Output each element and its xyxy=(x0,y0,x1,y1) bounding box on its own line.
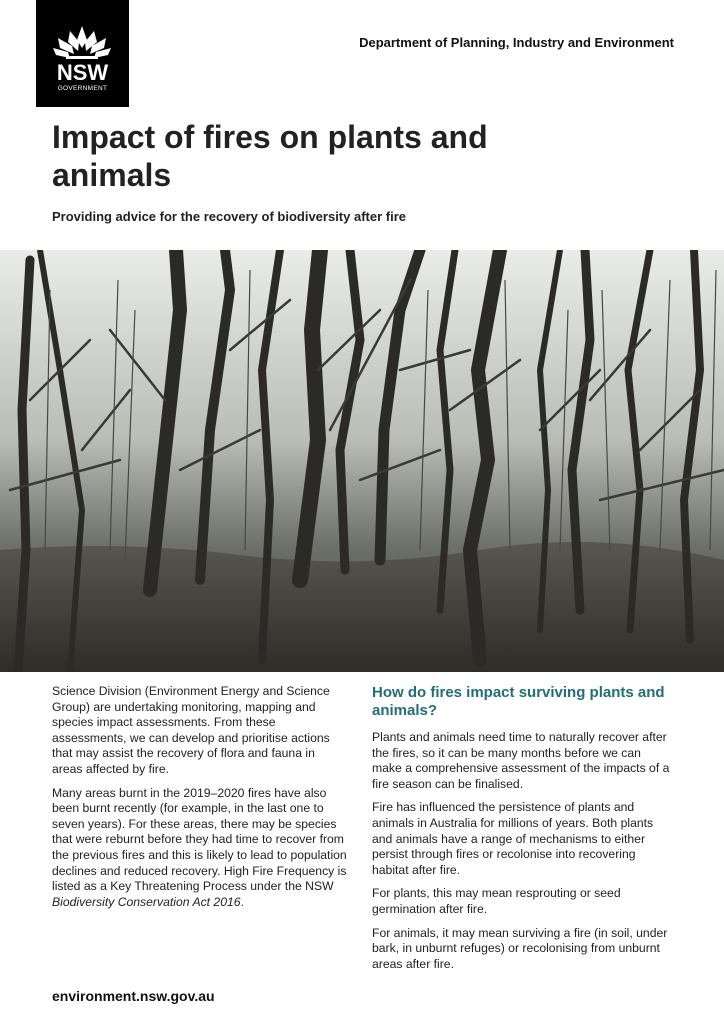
footer-website-link[interactable]: environment.nsw.gov.au xyxy=(52,988,215,1004)
right-column xyxy=(372,684,672,980)
logo-wordmark: NSW xyxy=(56,60,109,85)
recovery-time-paragraph: Plants and animals need time to naturally recover after the fires, so it can be many months before we can make a comprehensive assessment of the impacts of a fire season can be finalised. xyxy=(372,730,670,791)
fire-frequency-end: . xyxy=(240,894,244,909)
page-subtitle: Providing advice for the recovery of biodiversity after fire xyxy=(52,209,406,224)
fire-frequency-paragraph xyxy=(52,786,348,911)
department-name: Department of Planning, Industry and Environment xyxy=(359,35,674,50)
intro-paragraph: Science Division (Environment Energy and Science Group) are undertaking monitoring, mapping and species impact assessments. From these assessments, we can develop and prioritise actions that may assist the recovery of flora and fauna in areas affected by fire. xyxy=(52,684,330,776)
fire-history-paragraph: Fire has influenced the persistence of plants and animals in Australia for millions of years. Both plants and animals have a range of mechanisms to either persist through fires or recolonise into recovering habitat after fire. xyxy=(372,800,654,877)
nsw-government-logo xyxy=(36,0,129,107)
animals-paragraph: For animals, it may mean surviving a fire (in soil, under bark, in unburnt refuges) or recolonising from unburnt areas after fire. xyxy=(372,925,668,971)
act-title: Biodiversity Conservation Act 2016 xyxy=(52,894,241,909)
burnt-forest-photo xyxy=(0,250,724,672)
logo-subtext: GOVERNMENT xyxy=(57,85,108,92)
page-title: Impact of fires on plants and animals xyxy=(52,119,488,193)
section-heading: How do fires impact surviving plants and animals? xyxy=(372,684,665,719)
plants-paragraph: For plants, this may mean resprouting or seed germination after fire. xyxy=(372,886,621,916)
left-column xyxy=(52,684,348,918)
waratah-flower-icon xyxy=(52,24,113,60)
fire-frequency-text: Many areas burnt in the 2019–2020 fires have also been burnt recently (for example, in the last one to seven years). For these areas, there may be species that were reburnt before they had time to recover from the previous fires and this is likely to lead to population declines and reduced recovery. High Fire Frequency is listed as a Key Threatening Process under the NSW xyxy=(52,785,347,894)
